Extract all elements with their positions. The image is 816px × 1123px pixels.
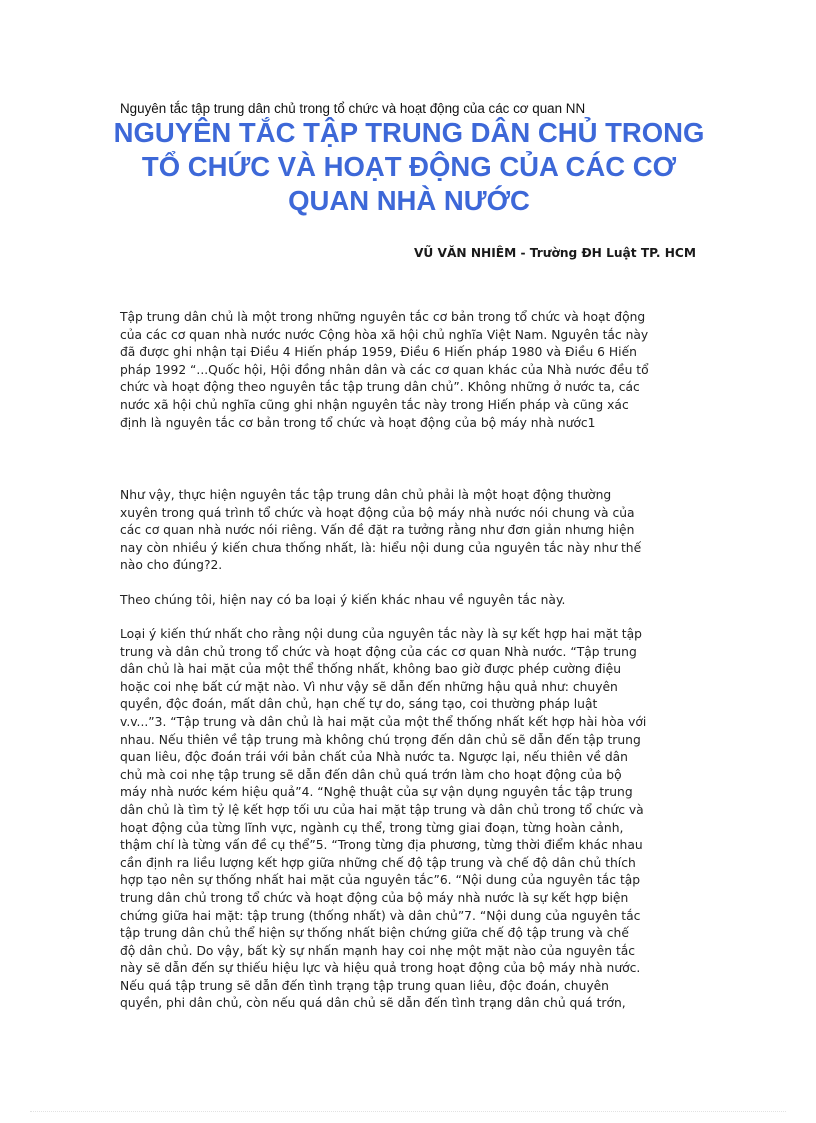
text-line: hoạt động của từng lĩnh vực, ngành cụ thể, trong từng giai đoạn, từng hoàn cảnh, — [120, 820, 624, 835]
author-byline: VŨ VĂN NHIÊM - Trường ĐH Luật TP. HCM — [413, 246, 696, 260]
paragraph — [120, 309, 710, 432]
text-line: dân chủ là hai mặt của một thể thống nhất, không bao giờ được phép cường điệu — [120, 662, 622, 677]
running-header: Nguyên tắc tập trung dân chủ trong tổ chức và hoạt động của các cơ quan NN — [120, 101, 586, 116]
text-line: hoặc coi nhẹ bất cứ mặt nào. Vì như vậy sẽ dẫn đến những hậu quả như: chuyên — [120, 679, 618, 694]
text-line: dân chủ là tìm tỷ lệ kết hợp tối ưu của hai mặt tập trung và dân chủ trong tổ chức và — [120, 802, 644, 817]
text-line: quan liêu, độc đoán trái với bản chất của Nhà nước ta. Ngược lại, nếu thiên về dân — [120, 750, 628, 765]
text-line: định là nguyên tắc cơ bản trong tổ chức và hoạt động của bộ máy nhà nước1 — [120, 415, 596, 430]
title-line: QUAN NHÀ NƯỚC — [288, 185, 530, 216]
text-line: Loại ý kiến thứ nhất cho rằng nội dung của nguyên tắc này là sự kết hợp hai mặt tập — [120, 627, 642, 641]
text-line: độ dân chủ. Do vậy, bất kỳ sự nhấn mạnh hay coi nhẹ một mặt nào của nguyên tắc — [120, 943, 636, 958]
text-line: Nếu quá tập trung sẽ dẫn đến tình trạng tập trung quan liêu, độc đoán, chuyên — [120, 978, 609, 993]
text-line: nước xã hội chủ nghĩa cũng ghi nhận nguyên tắc này trong Hiến pháp và cũng xác — [120, 397, 629, 412]
title-line: NGUYÊN TẮC TẬP TRUNG DÂN CHỦ TRONG — [113, 117, 705, 148]
text-line: xuyên trong quá trình tổ chức và hoạt động của bộ máy nhà nước nói chung và của — [120, 505, 635, 520]
document-title — [100, 116, 718, 218]
text-line: nay còn nhiều ý kiến chưa thống nhất, là: hiểu nội dung của nguyên tắc này như thế — [120, 540, 642, 555]
text-line: Tập trung dân chủ là một trong những nguyên tắc cơ bản trong tổ chức và hoạt động — [120, 310, 646, 324]
text-line: nào cho đúng?2. — [120, 558, 223, 573]
text-line: chức và hoạt động theo nguyên tắc tập trung dân chủ”. Không những ở nước ta, các — [120, 380, 640, 395]
text-line: đã được ghi nhận tại Điều 4 Hiến pháp 1959, Điều 6 Hiến pháp 1980 và Điều 6 Hiến — [120, 345, 637, 360]
text-line: cần định ra liều lượng kết hợp giữa những chế độ tập trung và chế độ dân chủ thích — [120, 855, 636, 870]
text-line: của các cơ quan nhà nước nước Cộng hòa xã hội chủ nghĩa Việt Nam. Nguyên tắc này — [120, 327, 649, 342]
text-line: này sẽ dẫn đến sự thiếu hiệu lực và hiệu quả trong hoạt động của bộ máy nhà nước. — [120, 961, 641, 976]
text-line: máy nhà nước kém hiệu quả”4. “Nghệ thuật của sự vận dụng nguyên tắc tập trung — [120, 785, 633, 800]
text-line: quyền, độc đoán, mất dân chủ, hạn chế tự do, sáng tạo, coi thường pháp luật — [120, 697, 598, 712]
text-line: Như vậy, thực hiện nguyên tắc tập trung dân chủ phải là một hoạt động thường — [120, 488, 612, 502]
text-line: Theo chúng tôi, hiện nay có ba loại ý kiến khác nhau về nguyên tắc này. — [120, 593, 566, 607]
text-line: các cơ quan nhà nước nói riêng. Vấn đề đặt ra tưởng rằng như đơn giản nhưng hiện — [120, 523, 635, 538]
text-line: pháp 1992 “...Quốc hội, Hội đồng nhân dân và các cơ quan khác của Nhà nước đều tổ — [120, 362, 649, 377]
paragraph — [120, 592, 710, 610]
title-line: TỔ CHỨC VÀ HOẠT ĐỘNG CỦA CÁC CƠ — [141, 151, 677, 182]
text-line: chứng giữa hai mặt: tập trung (thống nhất) và dân chủ”7. “Nội dung của nguyên tắc — [120, 908, 641, 923]
text-line: thậm chí là từng vấn đề cụ thể”5. “Trong từng địa phương, từng thời điểm khác nhau — [120, 838, 643, 853]
text-line: tập trung dân chủ thể hiện sự thống nhất biện chứng giữa chế độ tập trung và chế — [120, 926, 629, 941]
text-line: trung và dân chủ trong tổ chức và hoạt động của các cơ quan Nhà nước. “Tập trung — [120, 644, 637, 659]
text-line: trung dân chủ trong tổ chức và hoạt động của bộ máy nhà nước là sự kết hợp biện — [120, 890, 629, 905]
text-line: nhau. Nếu thiên về tập trung mà không chú trọng đến dân chủ sẽ dẫn đến tập trung — [120, 732, 641, 747]
paragraph — [120, 626, 710, 1013]
text-line: chủ mà coi nhẹ tập trung sẽ dẫn đến dân chủ quá trớn làm cho hoạt động của bộ — [120, 767, 622, 782]
text-line: quyền, phi dân chủ, còn nếu quá dân chủ sẽ dẫn đến tình trạng dân chủ quá trớn, — [120, 996, 626, 1011]
paragraph — [120, 487, 710, 575]
text-line: v.v...”3. “Tập trung và dân chủ là hai mặt của một thể thống nhất kết hợp hài hòa với — [120, 714, 647, 729]
page-bottom-divider — [30, 1111, 786, 1112]
text-line: hợp tạo nên sự thống nhất hai mặt của nguyên tắc”6. “Nội dung của nguyên tắc tập — [120, 873, 641, 888]
